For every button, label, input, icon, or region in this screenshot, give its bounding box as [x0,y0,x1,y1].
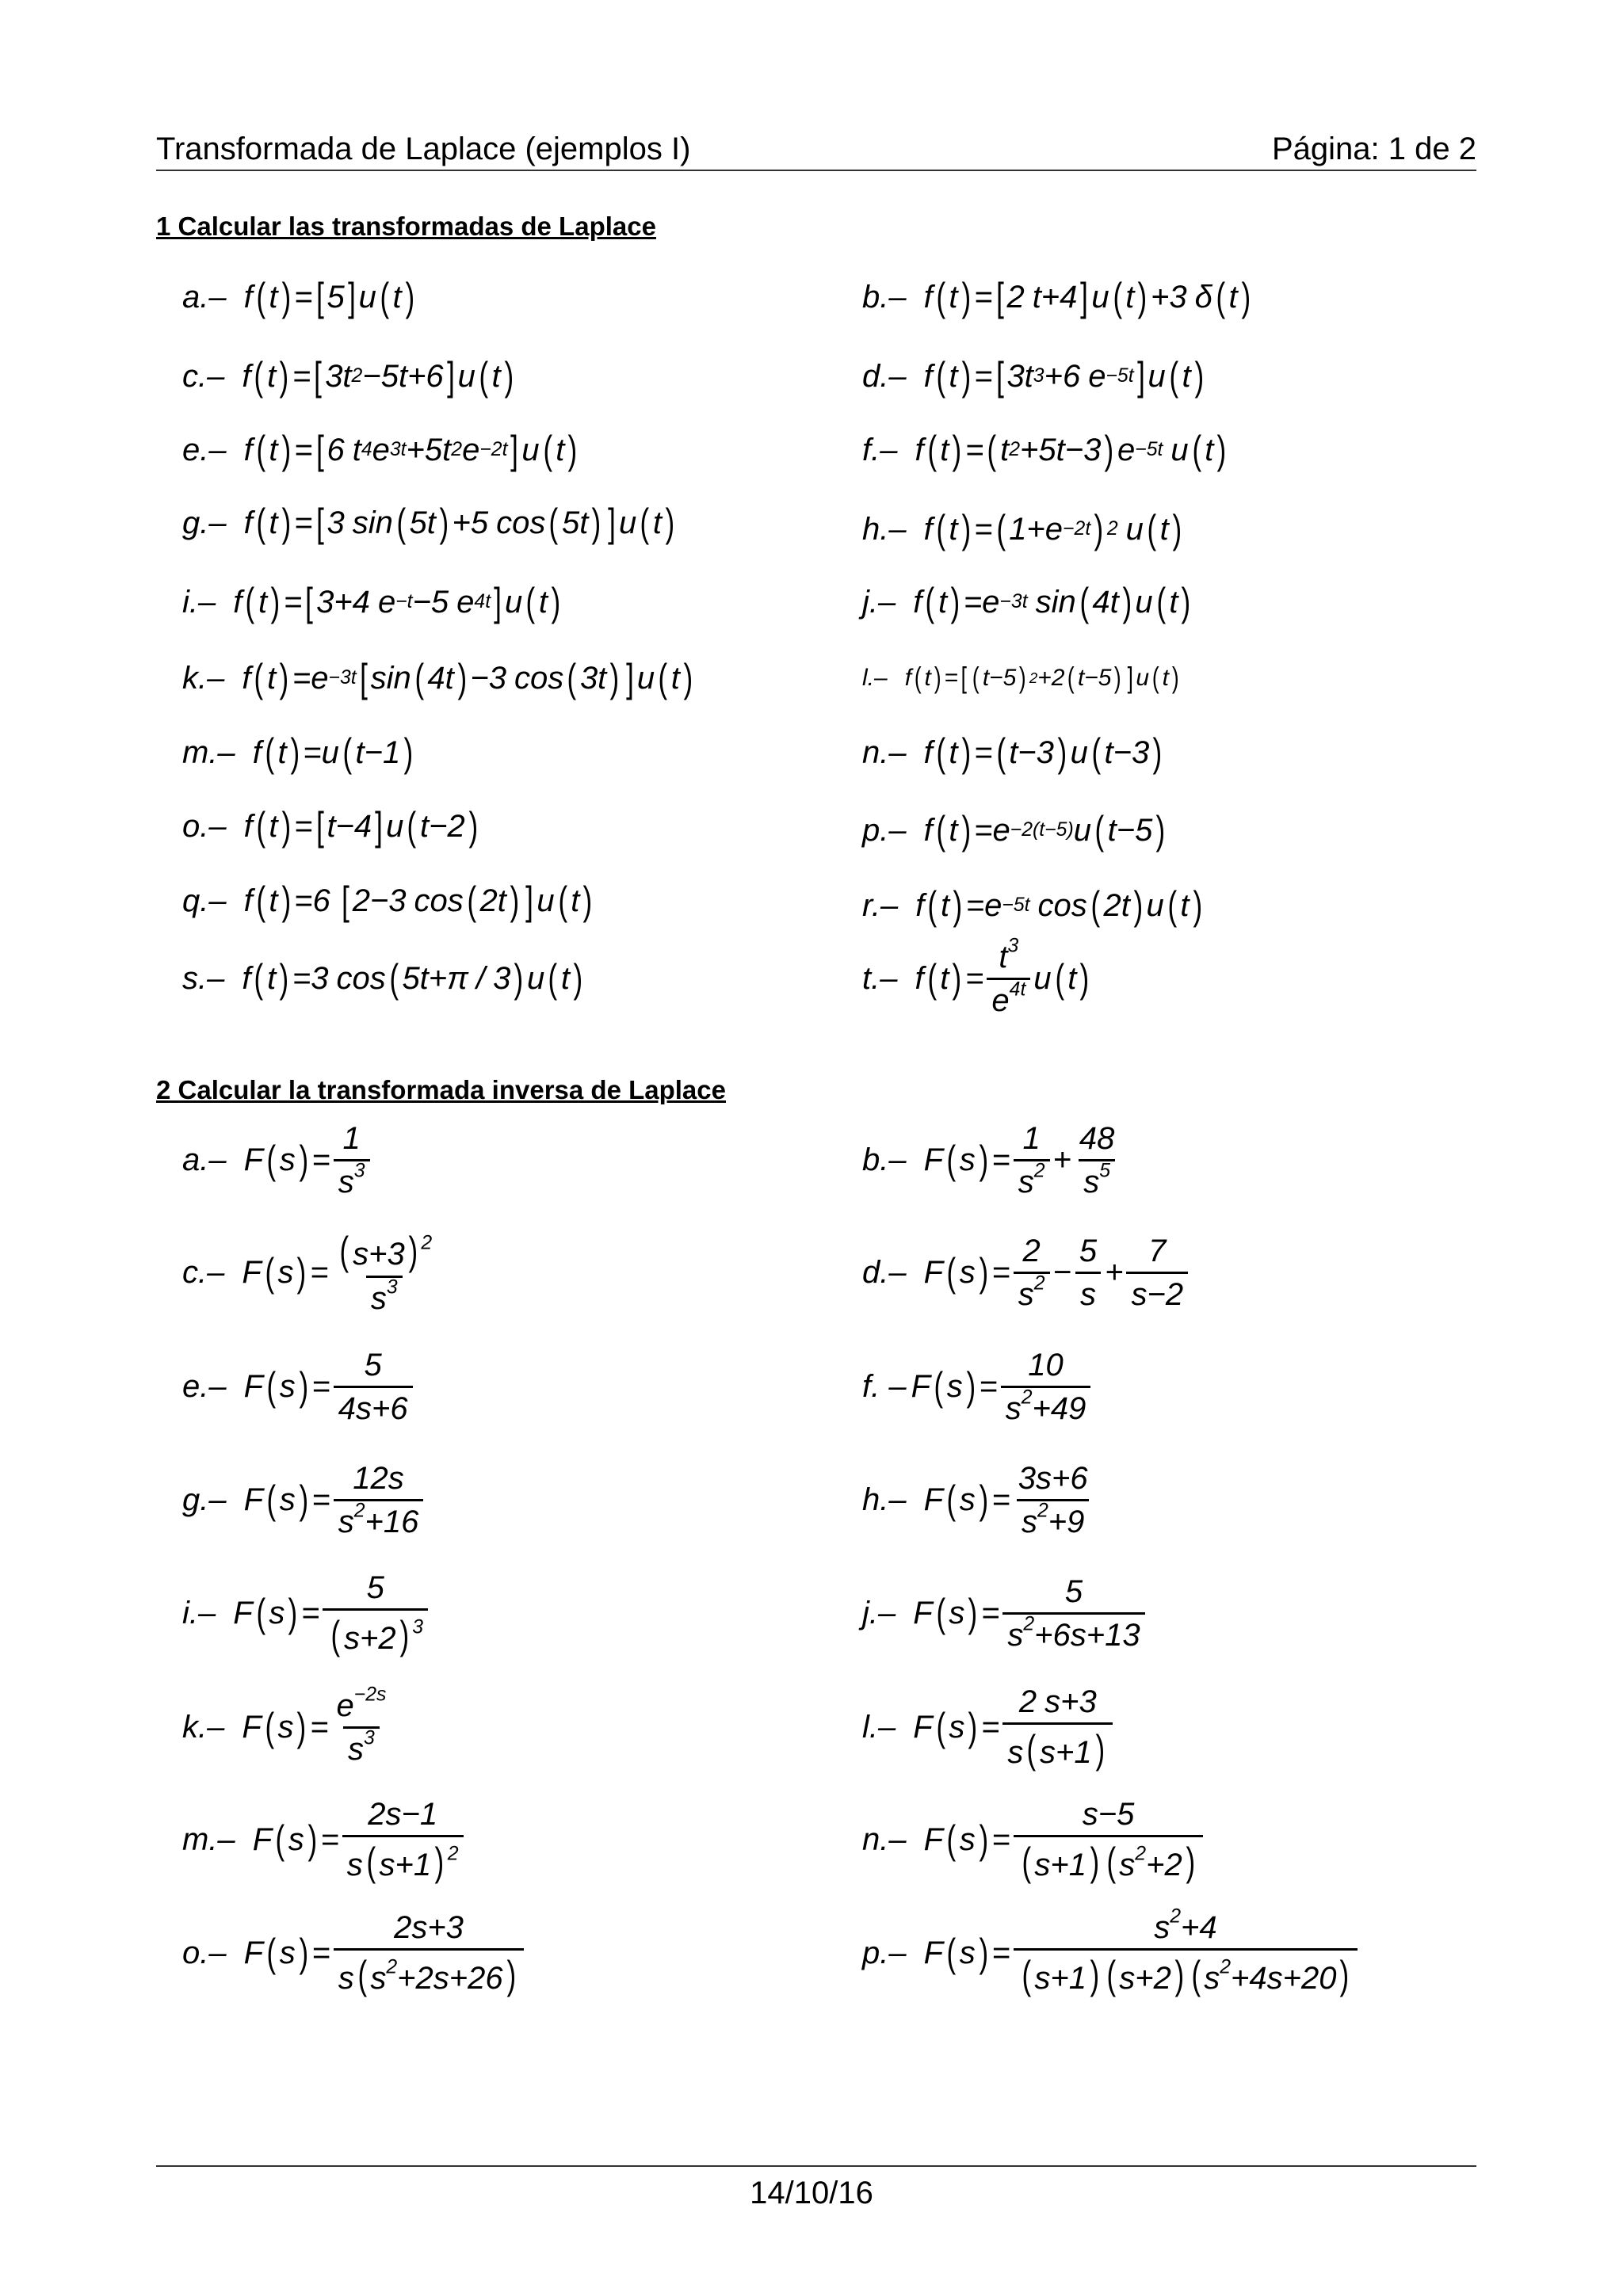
page-indicator: Página: 1 de 2 [1272,132,1476,166]
exercise-label: f.– [862,433,898,467]
exercise-formula: F ( s ) = $\frac{5}{4s+6}$ [244,1349,416,1425]
exercise-label: d.– [862,359,907,394]
exercise-label: r.– [862,888,899,923]
exercise-formula: F ( s ) = $\frac{1}{s^3}$ [244,1123,373,1198]
exercise-label: e.– [182,1369,227,1404]
exercise-formula: F ( s ) = $\frac{3s+6}{s^2+9}$ [923,1460,1088,1539]
exercise-label: t.– [862,961,898,996]
exercise-formula: F ( s ) = $\frac{5}{( s+2) ^3}$ [233,1572,431,1655]
exercise-formula: f ( t ) = [ 3t 2 −5t+6 ] u ( t ) [242,354,514,399]
exercise-label: l.– [862,1710,896,1745]
exercise-formula: f ( t ) = ( 1+e −2t ) 2 u ( t ) [923,507,1182,551]
exercise-label: a.– [182,1142,227,1177]
exercise-formula: f ( t ) =e −5t cos ( 2t ) u ( t ) [915,883,1202,928]
exercise-formula: f ( t ) = [ 6 t 4 e 3t +5t 2 e −2t ] u ( t ) [243,428,578,472]
exercise-label: e.– [182,433,227,467]
exercise-formula: f ( t ) = ( t 2 +5t−3 ) e −5t u ( t ) [915,428,1227,472]
exercise-label: b.– [862,1142,907,1177]
exercise-formula: f ( t ) = [ 2 t+4 ] u ( t ) +3 δ ( t ) [923,275,1251,319]
footer-divider [156,2165,1476,2167]
exercise-label: g.– [182,1482,227,1517]
exercise-label: m.– [182,1822,235,1857]
exercise-formula: f ( t ) = [ 5 ] u ( t ) [243,275,414,319]
footer-date: 14/10/16 [750,2176,873,2210]
exercise-formula: f ( t ) = $\frac{t^3}{e^{4t}}$ u ( t ) [915,935,1090,1018]
exercise-formula: f ( t ) =e −3t [ sin ( 4t ) −3 cos ( 3t ) ] u ( t ) [242,656,693,700]
exercise-formula: f ( t ) =u ( t−1 ) [252,730,414,775]
exercise-formula: F ( s ) = $\frac{e^{-2s}}{s^3}$ [242,1684,387,1767]
exercise-formula: f ( t ) =6 [ 2−3 cos ( 2t ) ] u ( t ) [243,879,593,923]
exercise-label: h.– [862,1482,907,1517]
exercise-label: c.– [182,359,225,394]
document-title: Transformada de Laplace (ejemplos I) [156,132,691,166]
exercise-formula: F ( s ) = $\frac{2s+3}{s( s^2+2s+26)}$ [244,1912,528,1995]
exercise-formula: F ( s ) = $\frac{10}{s^2+49}$ [911,1349,1094,1425]
exercise-formula: f ( t ) = [ 3t 3 +6 e −5t ] u ( t ) [923,354,1204,399]
exercise-formula: F ( s ) = $\frac{( s+3) ^2}{s^3}$ [242,1228,433,1316]
exercise-formula: f ( t ) = [ 3+4 e −t −5 e 4t ] u ( t ) [233,580,561,624]
exercise-formula: f ( t ) =e −3t sin ( 4t ) u ( t ) [913,580,1191,624]
header-divider [156,170,1476,171]
exercise-label: i.– [182,585,216,620]
section-1-heading: 1 Calcular las transformadas de Laplace [156,212,656,241]
exercise-label: j.– [862,585,896,620]
exercise-label: f. – [862,1369,907,1404]
exercise-label: o.– [182,809,227,844]
exercise-label: n.– [862,735,907,770]
exercise-formula: f ( t ) = [ 3 sin ( 5t ) +5 cos ( 5t ) ] u ( t ) [243,501,675,545]
exercise-formula: F ( s ) = $\frac{s-5}{( s+1) ( s^2+2)}$ [924,1798,1207,1882]
exercise-label: n.– [862,1822,907,1857]
exercise-formula: f ( t ) = [ t−4 ] u ( t−2 ) [243,804,478,849]
exercise-formula: f ( t ) =e −2(t−5) u ( t−5 ) [923,808,1166,852]
exercise-label: l.– [862,665,888,691]
exercise-formula: f ( t ) =3 cos ( 5t+π / 3 ) u ( t ) [242,956,583,1001]
exercise-label: k.– [182,1710,225,1745]
exercise-label: h.– [862,512,907,547]
exercise-label: s.– [182,961,225,996]
exercise-label: d.– [862,1255,907,1290]
exercise-label: m.– [182,735,235,770]
exercise-formula: F ( s ) = $\frac{2s-1}{s( s+1) ^2}$ [253,1798,467,1882]
exercise-formula: F ( s ) = $\frac{5}{s^2+6s+13}$ [913,1576,1148,1651]
exercise-formula: F ( s ) = $\frac{12s}{s^2+16}$ [244,1463,427,1538]
exercise-label: i.– [182,1596,216,1630]
exercise-formula: f ( t ) = [ ( t−5 ) 2 +2 ( t−5 ) ] u ( t ) [904,661,1179,695]
exercise-formula: F ( s ) = $\frac{1}{s^2}$ + $\frac{48}{s^5}$ [923,1120,1115,1199]
exercise-label: o.– [182,1936,227,1970]
exercise-label: b.– [862,280,907,315]
exercise-label: k.– [182,661,225,696]
exercise-label: q.– [182,883,227,918]
exercise-formula: f ( t ) = ( t−3 ) u ( t−3 ) [923,730,1163,775]
exercise-label: p.– [862,1936,907,1970]
exercise-label: p.– [862,813,907,848]
exercise-label: a.– [182,280,227,315]
exercise-label: c.– [182,1255,225,1290]
exercise-formula: F ( s ) = $\frac{2 s+3}{s( s+1)}$ [913,1686,1116,1769]
exercise-label: j.– [862,1596,896,1630]
section-2-heading: 2 Calcular la transformada inversa de Laplace [156,1075,726,1104]
exercise-label: g.– [182,505,227,540]
exercise-formula: F ( s ) = $\frac{s^2+4}{( s+1) ( s+2) ( s^2+4s+20)}$ [924,1912,1361,1995]
exercise-formula: F ( s ) = $\frac{2}{s^2}$ − $\frac{5}{s}$ + $\frac{7}{s-2}$ [924,1235,1191,1310]
